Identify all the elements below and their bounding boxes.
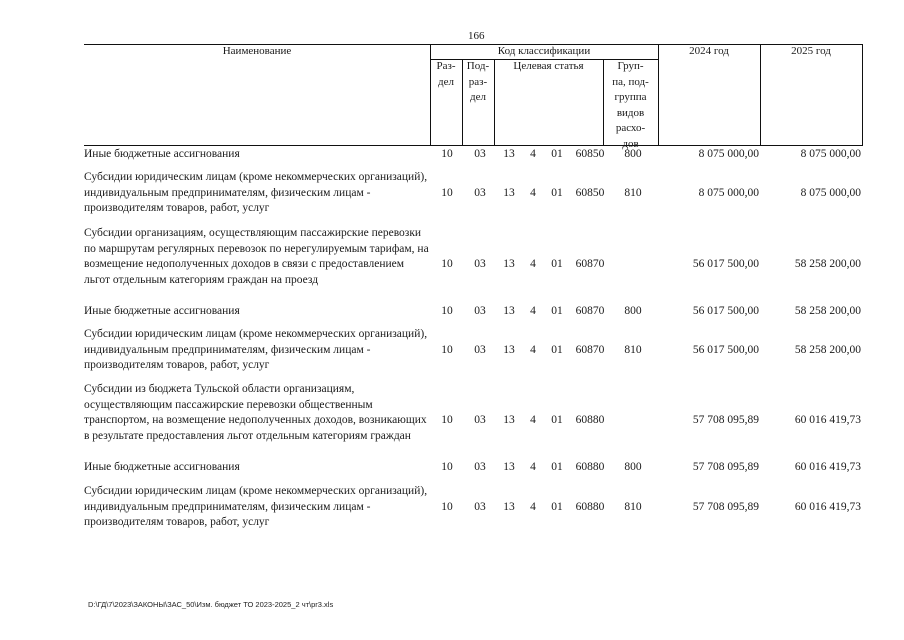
cell-target-subprogram: 01 [551,305,563,317]
cell-target-subprogram: 01 [551,148,563,160]
cell-target-direction: 60850 [575,148,605,160]
row-name: Субсидии юридическим лицам (кроме некоммерческих организаций), индивидуальным предпринимателям, физическим лицам - производителям товаров, работ, услуг [84,328,428,371]
cell-target-direction: 60880 [575,414,605,426]
cell-podrazdel: 03 [474,305,486,317]
cell-group: 800 [624,461,642,473]
cell-razdel: 10 [441,148,453,160]
cell-2024: 57 708 095,89 [692,461,759,473]
cell-target-direction: 60870 [575,343,605,356]
header-classification: Код классификации [497,45,591,57]
cell-2024: 57 708 095,89 [692,500,759,513]
header-name: Наименование [222,45,292,57]
cell-target-program: 13 [503,343,515,356]
cell-target-program: 13 [503,461,515,473]
cell-razdel: 10 [441,258,453,270]
cell-podrazdel: 03 [474,148,486,160]
cell-group: 800 [624,305,642,317]
cell-group: 810 [624,343,642,356]
page-number: 166 [468,30,485,42]
cell-2025: 58 258 200,00 [794,305,861,317]
cell-podrazdel: 03 [474,500,486,513]
cell-target-type: 4 [530,461,536,473]
cell-target-type: 4 [530,305,536,317]
header-group: Груп- па, под- группа видов расхо- дов [612,60,649,150]
cell-target-type: 4 [530,414,536,426]
cell-razdel: 10 [441,305,453,317]
row-name: Субсидии юридическим лицам (кроме некоммерческих организаций), индивидуальным предпринимателям, физическим лицам - производителям товаров, работ, услуг [84,171,428,214]
cell-target-type: 4 [530,148,536,160]
row-name: Иные бюджетные ассигнования [84,461,240,473]
cell-target-program: 13 [503,186,515,199]
cell-group: 810 [624,186,642,199]
cell-group: 810 [624,500,642,513]
row-name: Субсидии юридическим лицам (кроме некоммерческих организаций), индивидуальным предпринимателям, физическим лицам - производителям товаров, работ, услуг [84,485,428,528]
cell-target-subprogram: 01 [551,500,563,513]
cell-podrazdel: 03 [474,414,486,426]
header-podrazdel: Под- раз- дел [466,60,490,103]
cell-razdel: 10 [441,461,453,473]
cell-target-subprogram: 01 [551,258,563,270]
cell-podrazdel: 03 [474,343,486,356]
cell-2025: 58 258 200,00 [794,258,861,270]
cell-target-program: 13 [503,258,515,270]
cell-target-type: 4 [530,258,536,270]
cell-2025: 8 075 000,00 [800,148,861,160]
cell-podrazdel: 03 [474,258,486,270]
cell-2025: 60 016 419,73 [794,461,861,473]
cell-target-direction: 60870 [575,305,605,317]
cell-podrazdel: 03 [474,186,486,199]
cell-target-subprogram: 01 [551,186,563,199]
cell-2025: 60 016 419,73 [794,500,861,513]
cell-2024: 56 017 500,00 [692,343,759,356]
cell-target-direction: 60850 [575,186,605,199]
cell-razdel: 10 [441,414,453,426]
cell-target-subprogram: 01 [551,461,563,473]
cell-razdel: 10 [441,500,453,513]
cell-target-direction: 60880 [575,461,605,473]
header-year-2025: 2025 год [791,45,831,57]
cell-razdel: 10 [441,186,453,199]
cell-2024: 56 017 500,00 [692,305,759,317]
cell-target-program: 13 [503,148,515,160]
header-year-2024: 2024 год [689,45,729,57]
row-name: Иные бюджетные ассигнования [84,148,240,160]
cell-target-program: 13 [503,500,515,513]
cell-target-direction: 60880 [575,500,605,513]
cell-target-type: 4 [530,500,536,513]
cell-2025: 58 258 200,00 [794,343,861,356]
cell-target-subprogram: 01 [551,414,563,426]
cell-2024: 56 017 500,00 [692,258,759,270]
cell-2024: 8 075 000,00 [698,148,759,160]
cell-target-direction: 60870 [575,258,605,270]
header-razdel: Раз- дел [436,60,456,88]
header-target: Целевая статья [513,60,584,72]
cell-razdel: 10 [441,343,453,356]
cell-target-program: 13 [503,305,515,317]
cell-group: 800 [624,148,642,160]
cell-2024: 8 075 000,00 [698,186,759,199]
cell-2025: 8 075 000,00 [800,186,861,199]
cell-target-type: 4 [530,343,536,356]
row-name: Субсидии организациям, осуществляющим пассажирские перевозки по маршрутам регулярных перевозок по нерегулируемым тарифам, на возмещение недополученных доходов в связи с предоставлением льгот отдельным категориям граждан на проезд [84,227,429,286]
cell-podrazdel: 03 [474,461,486,473]
cell-target-type: 4 [530,186,536,199]
cell-target-subprogram: 01 [551,343,563,356]
row-name: Иные бюджетные ассигнования [84,305,240,317]
row-name: Субсидии из бюджета Тульской области организациям, осуществляющим пассажирские перевозки общественным транспортом, на возмещение недополученных доходов, возникающих в результате предоставления льгот отдельным категориям граждан [84,383,427,442]
cell-target-program: 13 [503,414,515,426]
cell-2024: 57 708 095,89 [692,414,759,426]
cell-2025: 60 016 419,73 [794,414,861,426]
file-path-footer: D:\ГД\7\2023\ЗАКОНЫ\ЗАС_50\Изм. бюджет ТО 2023-2025_2 чт\pr3.xls [88,600,334,609]
